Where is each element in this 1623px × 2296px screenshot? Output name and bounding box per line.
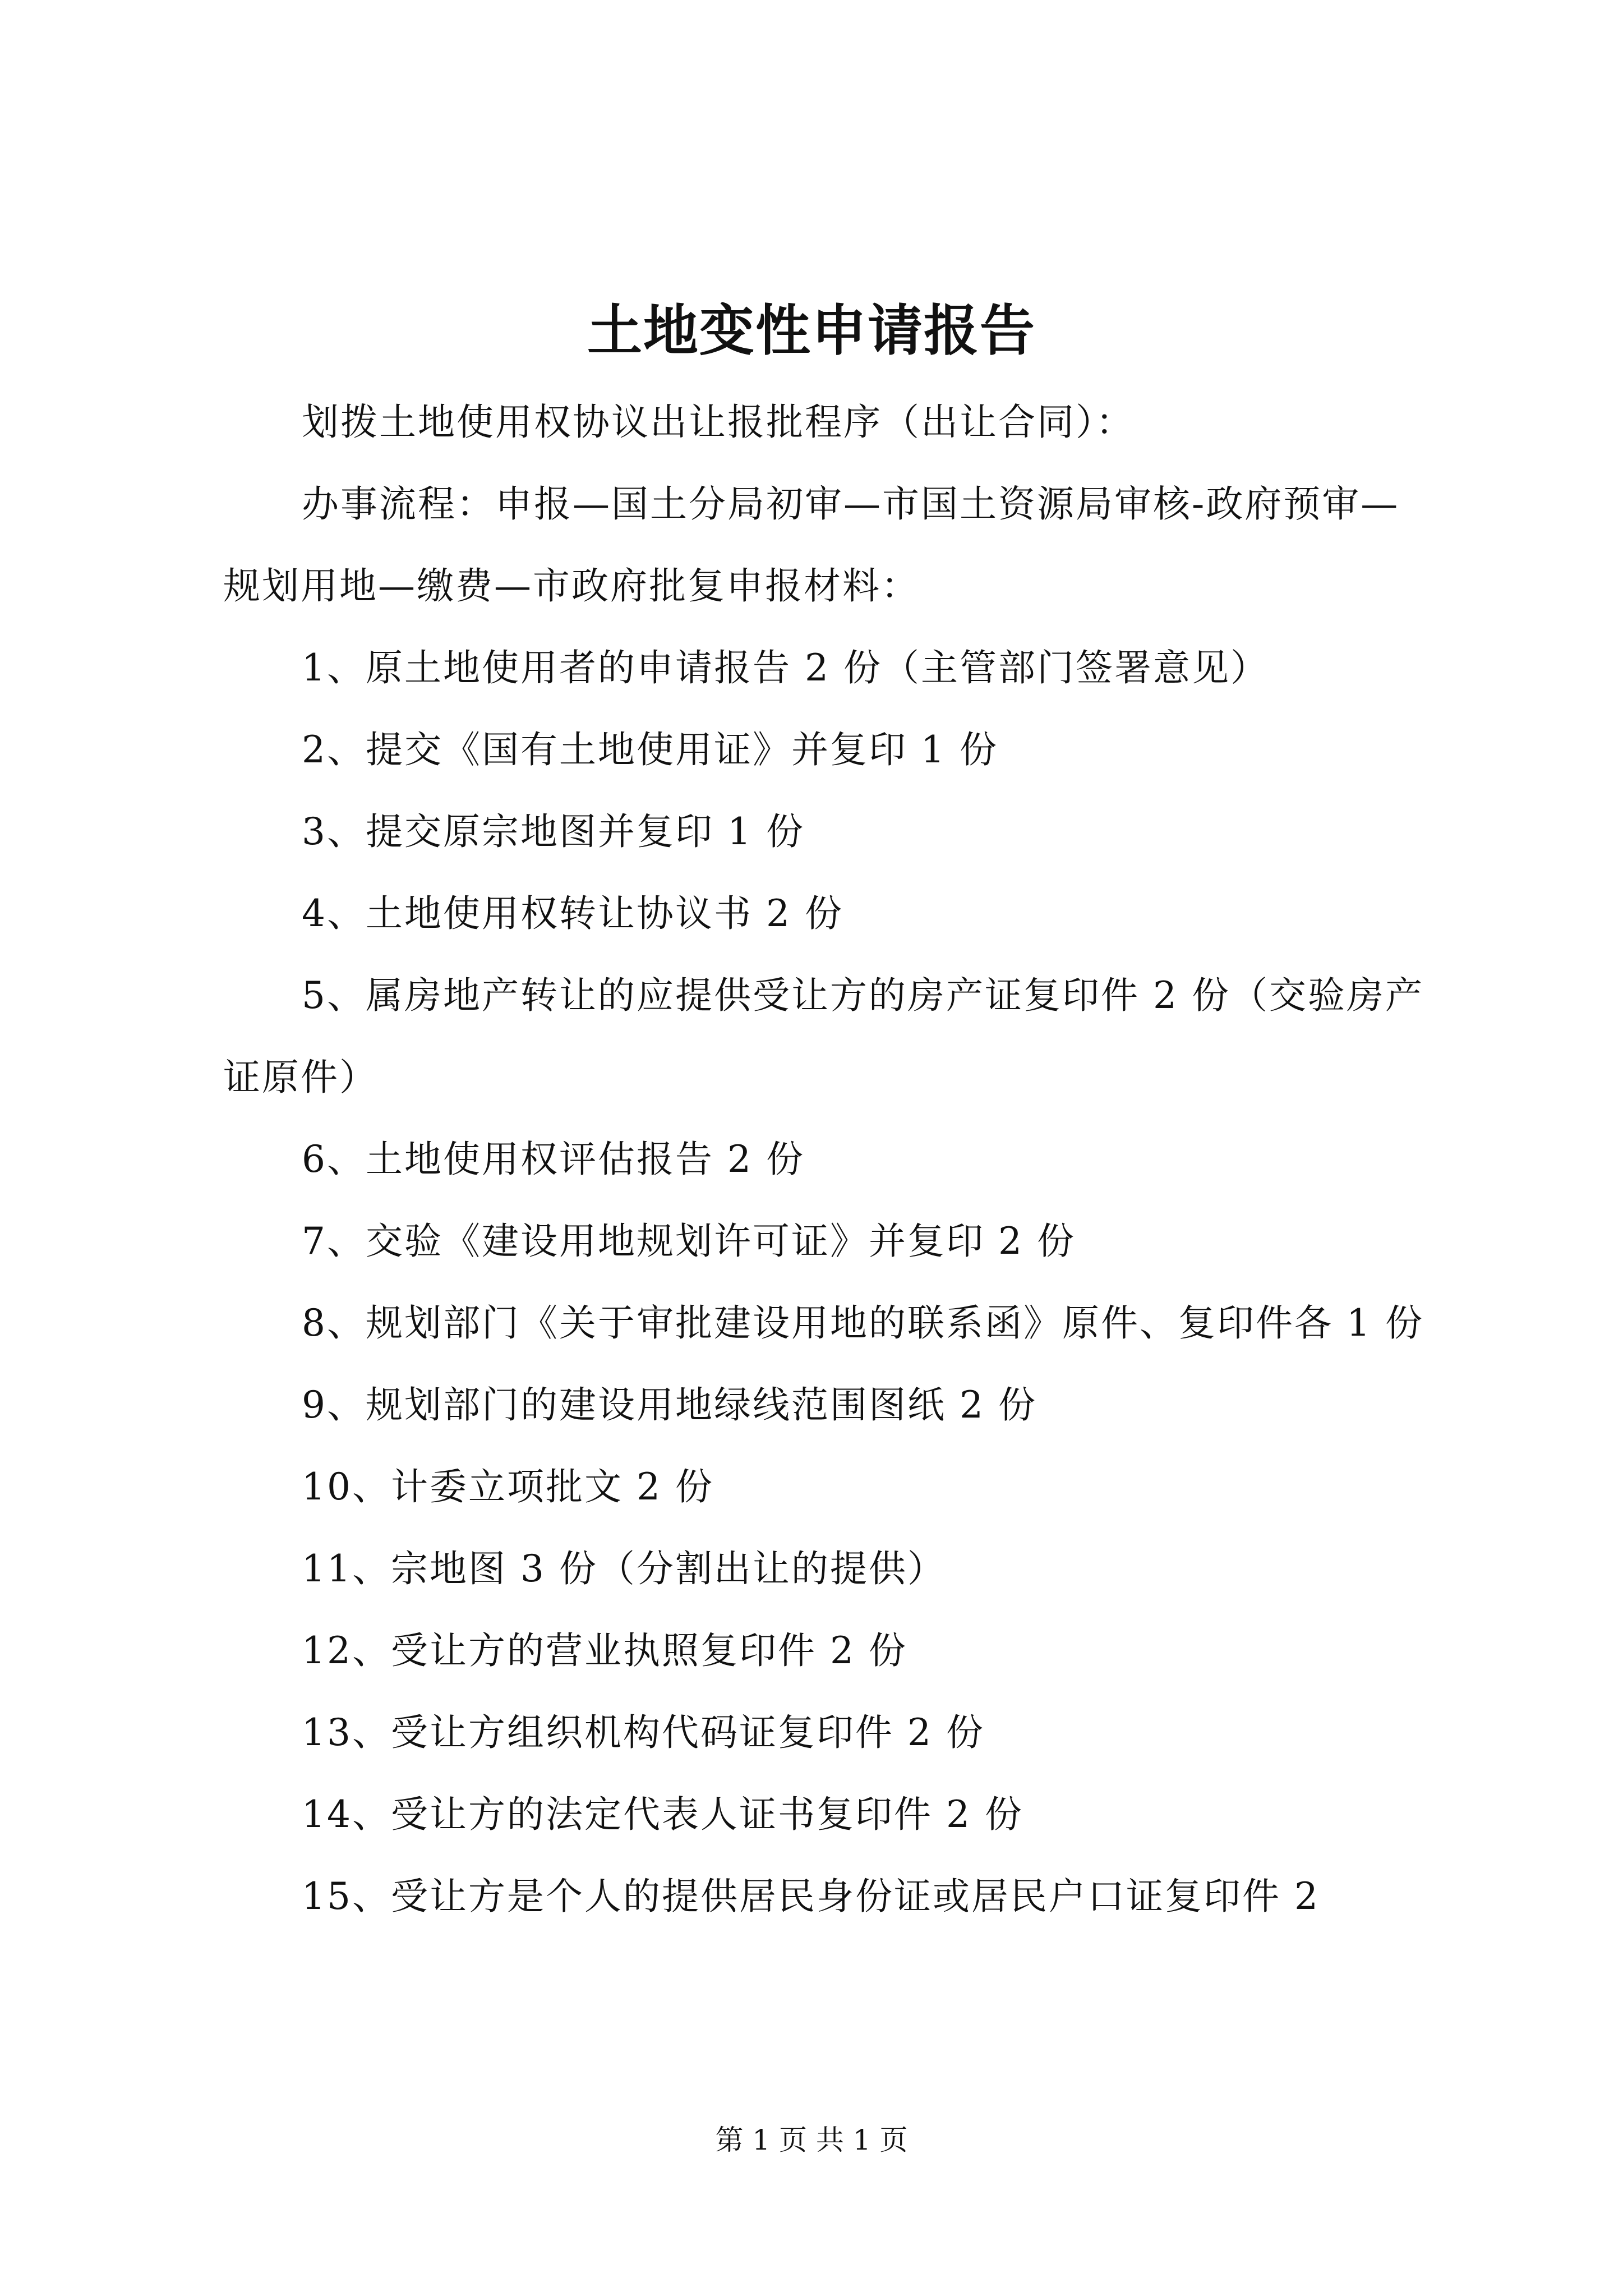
list-item: 13、受让方组织机构代码证复印件 2 份: [302, 1711, 985, 1754]
paragraph-intro: 划拨土地使用权协议出让报批程序（出让合同）：: [302, 401, 1135, 444]
list-item: 4、土地使用权转让协议书 2 份: [302, 892, 843, 935]
list-item: 10、计委立项批文 2 份: [302, 1465, 714, 1508]
list-item: 11、宗地图 3 份（分割出让的提供）: [302, 1547, 946, 1590]
page-footer: 第 1 页 共 1 页: [715, 2124, 908, 2156]
list-item: 2、提交《国有土地使用证》并复印 1 份: [302, 728, 998, 771]
list-item: 3、提交原宗地图并复印 1 份: [302, 810, 805, 853]
paragraph-process: 办事流程：申报—国土分局初审—市国土资源局审核-政府预审—规划用地—缴费—市政府批复申报材料：: [223, 482, 1400, 608]
list-item: 5、属房地产转让的应提供受让方的房产证复印件 2 份（交验房产证原件）: [223, 974, 1424, 1099]
list-item: 6、土地使用权评估报告 2 份: [302, 1138, 805, 1181]
list-item: 1、原土地使用者的申请报告 2 份（主管部门签署意见）: [302, 646, 1269, 689]
document-title: 土地变性申请报告: [587, 298, 1036, 363]
list-item: 9、规划部门的建设用地绿线范围图纸 2 份: [302, 1383, 1037, 1427]
list-item: 15、受让方是个人的提供居民身份证或居民户口证复印件 2: [302, 1875, 1320, 1918]
list-item: 12、受让方的营业执照复印件 2 份: [302, 1629, 907, 1672]
list-item: 7、交验《建设用地规划许可证》并复印 2 份: [302, 1220, 1076, 1263]
list-item: 8、规划部门《关于审批建设用地的联系函》原件、复印件各 1 份: [302, 1301, 1424, 1345]
document-body: [223, 381, 1435, 1938]
list-item: 14、受让方的法定代表人证书复印件 2 份: [302, 1793, 1023, 1836]
